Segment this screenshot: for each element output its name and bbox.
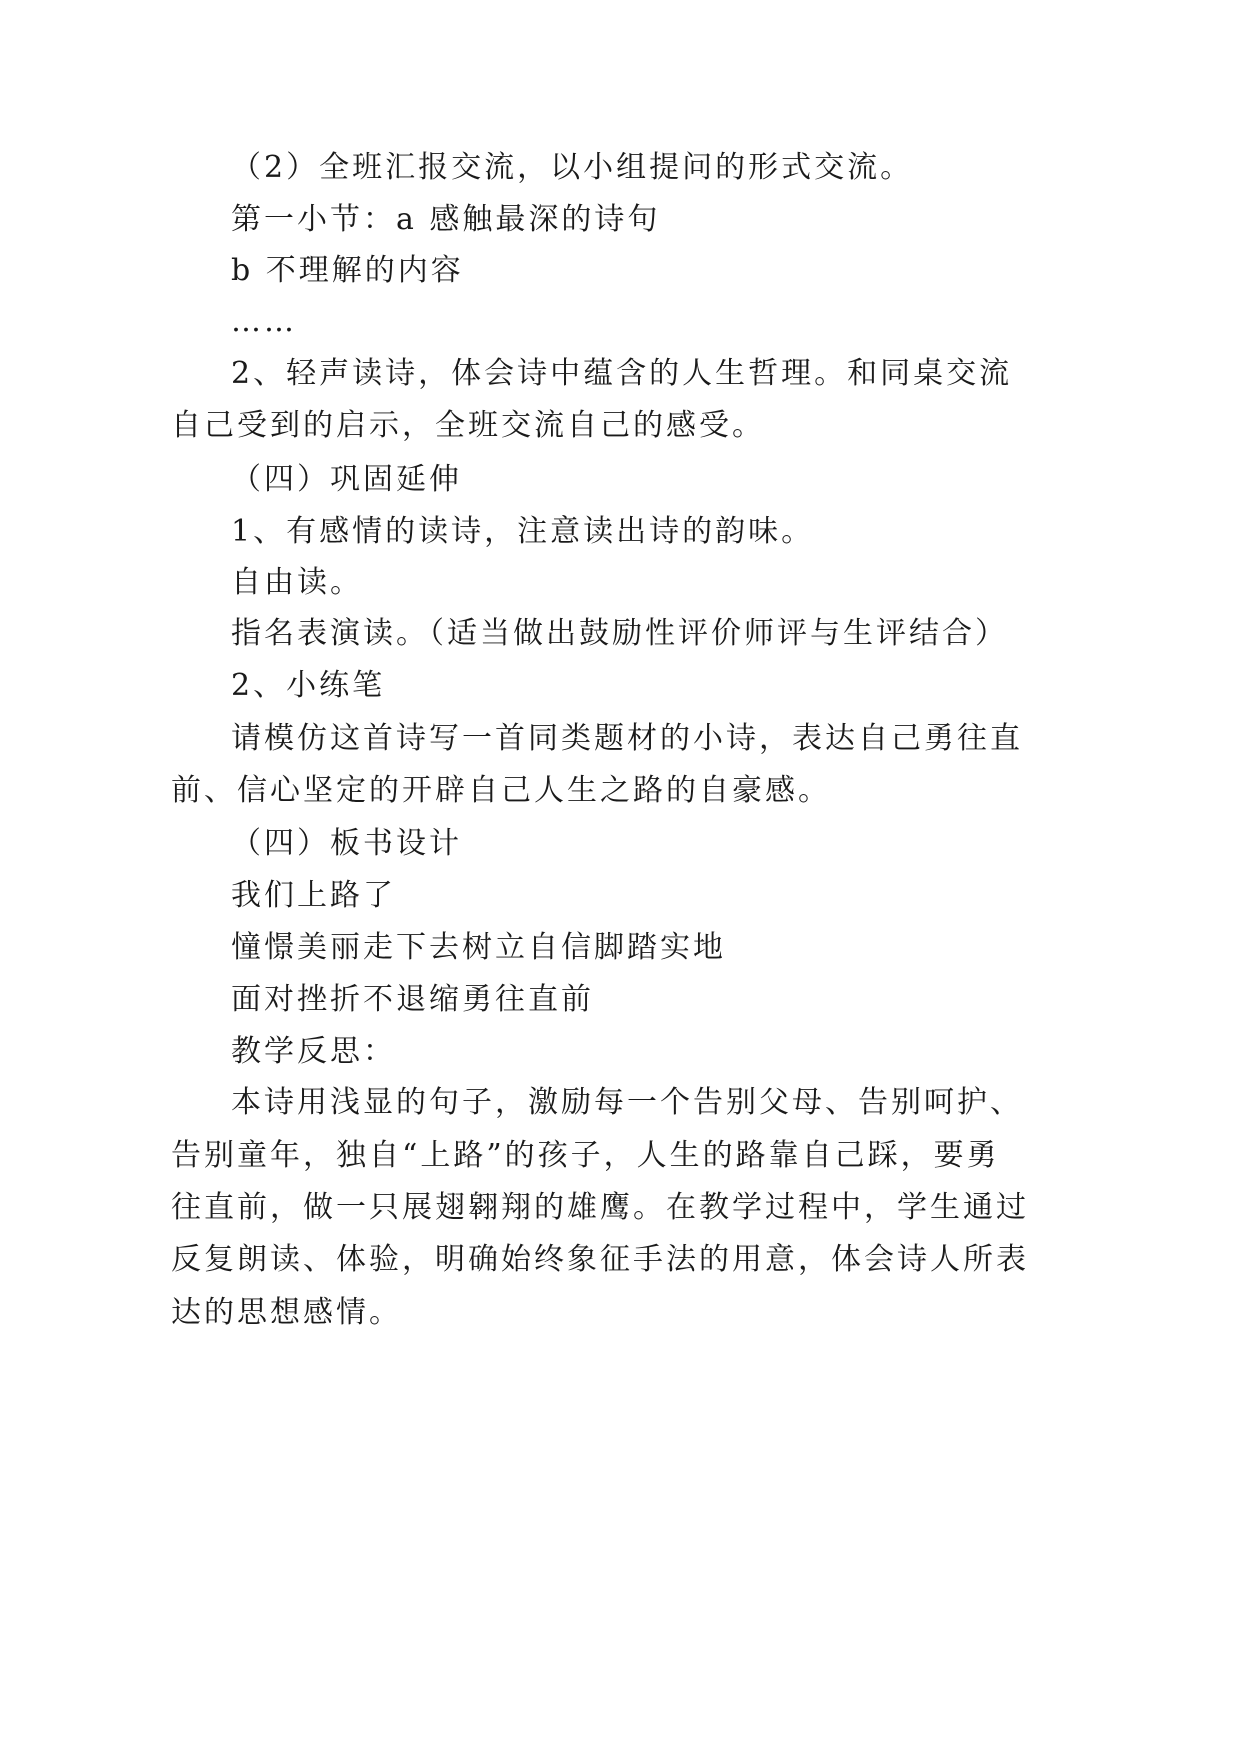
- text-line: 1、有感情的读诗，注意读出诗的韵味。: [231, 514, 815, 549]
- text-line: 第一小节：a 感触最深的诗句: [231, 202, 661, 237]
- section-heading: （四）板书设计: [231, 826, 462, 861]
- text-line: 2、小练笔: [231, 668, 386, 703]
- text-line: 面对挫折不退缩勇往直前: [231, 982, 594, 1017]
- text-line: ……: [231, 304, 297, 339]
- text-line: （2）全班汇报交流，以小组提问的形式交流。: [231, 150, 914, 185]
- text-line: 2、轻声读诗，体会诗中蕴含的人生哲理。和同桌交流: [231, 356, 1013, 391]
- text-line: 本诗用浅显的句子，激励每一个告别父母、告别呵护、: [231, 1085, 1023, 1120]
- text-line: 反复朗读、体验，明确始终象征手法的用意，体会诗人所表: [171, 1242, 1029, 1277]
- text-line: 自由读。: [231, 565, 363, 600]
- text-line: 自己受到的启示，全班交流自己的感受。: [171, 408, 765, 443]
- text-line: 我们上路了: [231, 878, 396, 913]
- text-line: 教学反思：: [231, 1034, 396, 1069]
- text-line: b 不理解的内容: [231, 253, 464, 288]
- text-line: 憧憬美丽走下去树立自信脚踏实地: [231, 930, 726, 965]
- section-heading: （四）巩固延伸: [231, 462, 462, 497]
- text-line: 前、信心坚定的开辟自己人生之路的自豪感。: [171, 773, 831, 808]
- text-line: 告别童年，独自“上路”的孩子，人生的路靠自己踩，要勇: [171, 1138, 1000, 1173]
- text-line: 指名表演读。（适当做出鼓励性评价师评与生评结合）: [231, 616, 1008, 651]
- text-line: 达的思想感情。: [171, 1295, 402, 1330]
- text-line: 往直前，做一只展翅翱翔的雄鹰。在教学过程中，学生通过: [171, 1190, 1029, 1225]
- text-line: 请模仿这首诗写一首同类题材的小诗，表达自己勇往直: [231, 721, 1023, 756]
